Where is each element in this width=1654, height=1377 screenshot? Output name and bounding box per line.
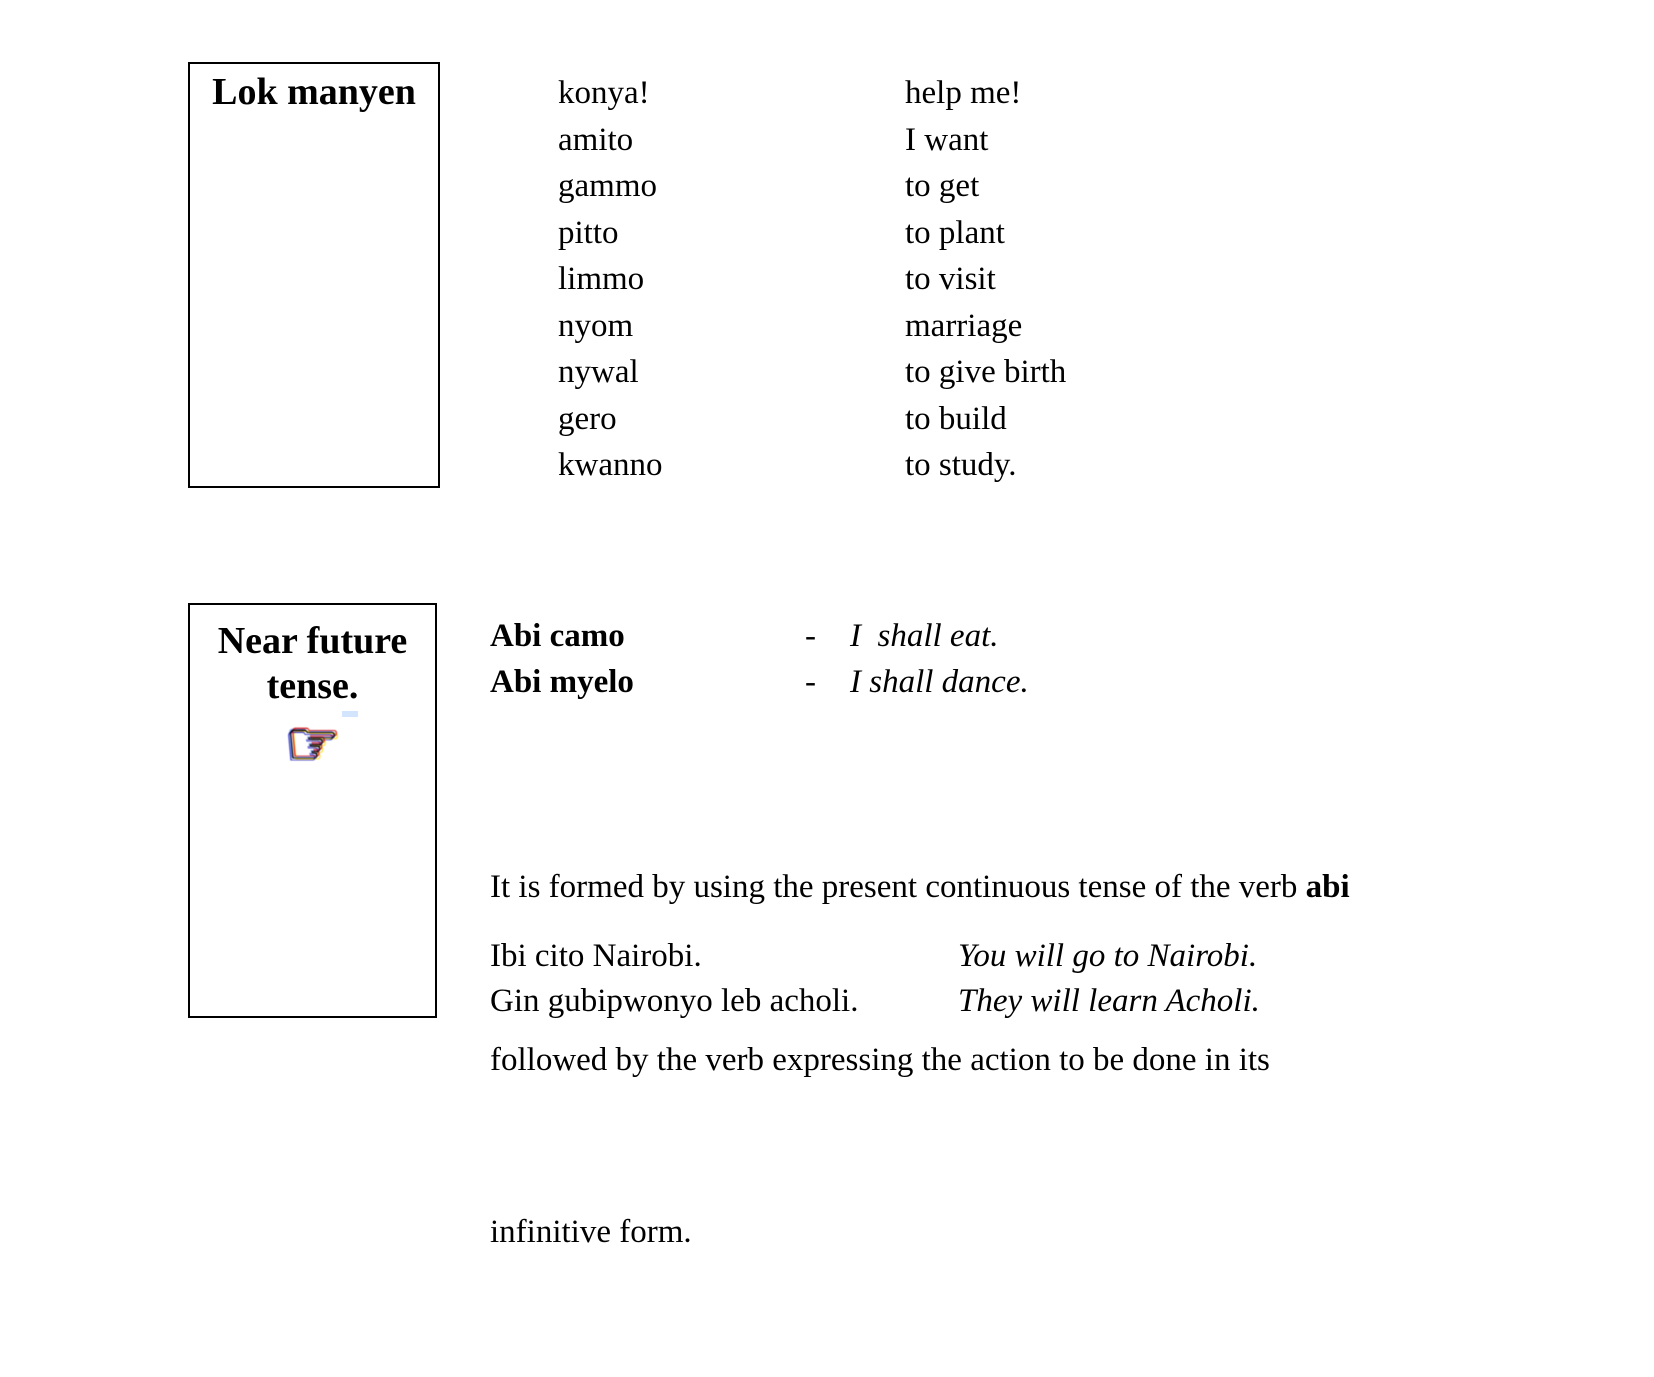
vocab-row xyxy=(558,70,1318,117)
english-translation: to get xyxy=(905,168,980,204)
english-sentence: They will learn Acholi. xyxy=(958,983,1260,1019)
vocab-box xyxy=(188,62,440,488)
acholi-word: nywal xyxy=(558,354,639,390)
english-translation: to study. xyxy=(905,447,1017,483)
acholi-word: gero xyxy=(558,400,617,437)
english-translation: I want xyxy=(905,121,989,158)
english-translation: to plant xyxy=(905,214,1005,251)
dash-separator: - xyxy=(805,664,816,700)
vocab-row xyxy=(558,163,1318,210)
acholi-word: pitto xyxy=(558,214,619,251)
vocab-list xyxy=(558,70,1318,489)
vocab-row xyxy=(558,442,1318,489)
acholi-word: kwanno xyxy=(558,447,663,483)
sentence-examples xyxy=(490,934,1260,1024)
acholi-word: amito xyxy=(558,121,634,158)
vocab-row xyxy=(558,117,1318,164)
vocab-row xyxy=(558,303,1318,350)
pointing-hand-icon: ☞ xyxy=(284,707,341,780)
vocab-row xyxy=(558,396,1318,443)
grammar-paragraph xyxy=(490,744,1350,1377)
vocab-box-title: Lok manyen xyxy=(212,71,416,113)
paragraph-line-1-bold-word: abi xyxy=(1305,869,1350,905)
sentence-example-row xyxy=(490,979,1260,1024)
english-sentence: You will go to Nairobi. xyxy=(958,938,1258,974)
paragraph-line-2: followed by the verb expressing the action to be done in its xyxy=(490,1041,1270,1078)
english-translation: to build xyxy=(905,400,1007,437)
abi-examples xyxy=(490,613,1029,705)
acholi-sentence: Gin gubipwonyo leb acholi. xyxy=(490,983,859,1019)
paragraph-line-1 xyxy=(490,859,1350,917)
abi-term: Abi camo xyxy=(490,618,625,654)
grammar-box-title-line2: tense. xyxy=(266,665,359,707)
vocab-row xyxy=(558,349,1318,396)
acholi-word: gammo xyxy=(558,168,657,204)
paragraph-line-1-text: It is formed by using the present continuous tense of the verb xyxy=(490,869,1306,905)
dash-separator: - xyxy=(805,618,816,654)
acholi-sentence: Ibi cito Nairobi. xyxy=(490,938,702,974)
abi-term: Abi myelo xyxy=(490,664,634,700)
acholi-word: konya! xyxy=(558,75,650,111)
abi-example-row xyxy=(490,659,1029,705)
pointer-hand-icon-wrap xyxy=(190,707,435,780)
abi-example-row xyxy=(490,613,1029,659)
grammar-box-title xyxy=(190,605,435,709)
vocab-row xyxy=(558,210,1318,257)
abi-translation: I shall dance. xyxy=(850,664,1029,700)
sentence-example-row xyxy=(490,934,1260,979)
vocab-row xyxy=(558,256,1318,303)
english-translation: to give birth xyxy=(905,354,1067,390)
english-translation: marriage xyxy=(905,307,1023,344)
english-translation: to visit xyxy=(905,261,996,297)
acholi-word: limmo xyxy=(558,261,645,297)
grammar-box-title-line1: Near future xyxy=(217,620,408,662)
english-translation: help me! xyxy=(905,75,1022,111)
abi-translation: I shall eat. xyxy=(850,618,999,654)
grammar-box xyxy=(188,603,437,1018)
acholi-word: nyom xyxy=(558,307,634,344)
paragraph-line-3: infinitive form. xyxy=(490,1214,692,1250)
